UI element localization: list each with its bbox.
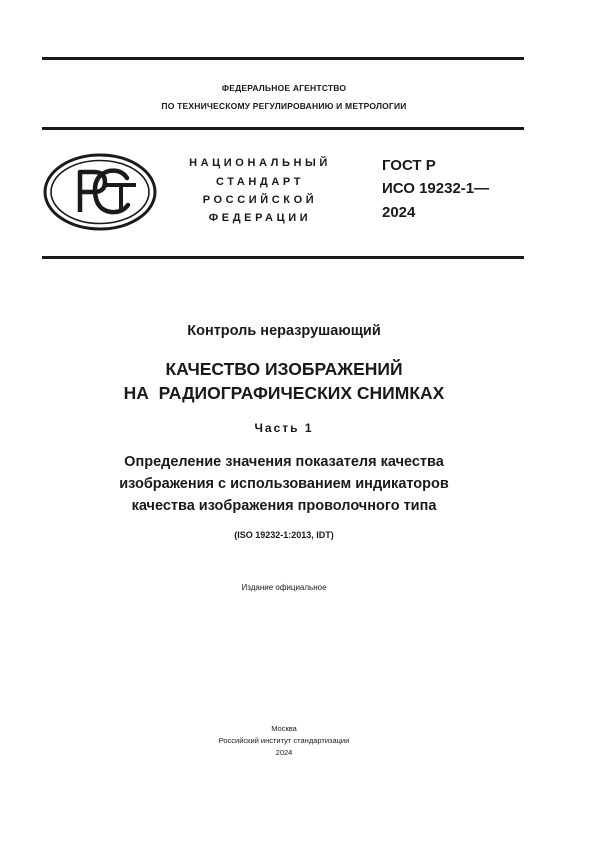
top-rule [42, 57, 524, 60]
subtitle-line-1: Определение значения показателя качества [124, 454, 444, 470]
edition-note: Издание официальное [241, 583, 327, 592]
main-title-line-1: КАЧЕСТВО ИЗОБРАЖЕНИЙ [165, 359, 403, 379]
document-pre-title: Контроль неразрушающий [187, 323, 381, 339]
designation-line-1: ГОСТ Р [382, 157, 436, 174]
designation-divider [42, 256, 524, 259]
standard-type-line-2: СТАНДАРТ [215, 176, 305, 188]
document-main-title [0, 357, 568, 405]
main-title-line-2: НА РАДИОГРАФИЧЕСКИХ СНИМКАХ [123, 383, 445, 403]
footer-city: Москва [271, 724, 297, 733]
designation-line-3: 2024 [382, 204, 416, 221]
footer-year: 2024 [275, 748, 293, 757]
standard-type-line-4: ФЕДЕРАЦИИ [208, 212, 312, 224]
agency-line-1: ФЕДЕРАЛЬНОЕ АГЕНТСТВО [221, 83, 347, 93]
part-number: Часть 1 [254, 421, 314, 435]
subtitle-line-2: изображения с использованием индикаторов [119, 476, 449, 492]
designation-line-2: ИСО 19232-1— [382, 180, 490, 197]
agency-line-2: ПО ТЕХНИЧЕСКОМУ РЕГУЛИРОВАНИЮ И МЕТРОЛОГИИ [161, 101, 407, 111]
iso-reference: (ISO 19232-1:2013, IDT) [234, 530, 334, 540]
standard-type-line-1: НАЦИОНАЛЬНЫЙ [189, 157, 331, 169]
standard-type-line-3: РОССИЙСКОЙ [202, 194, 318, 206]
footer-publisher: Российский институт стандартизации [218, 736, 350, 745]
document-subtitle [0, 451, 568, 517]
subtitle-line-3: качества изображения проволочного типа [131, 498, 437, 514]
header-divider [42, 127, 524, 130]
publication-footer [0, 723, 568, 759]
rst-certification-mark-icon [42, 152, 158, 232]
